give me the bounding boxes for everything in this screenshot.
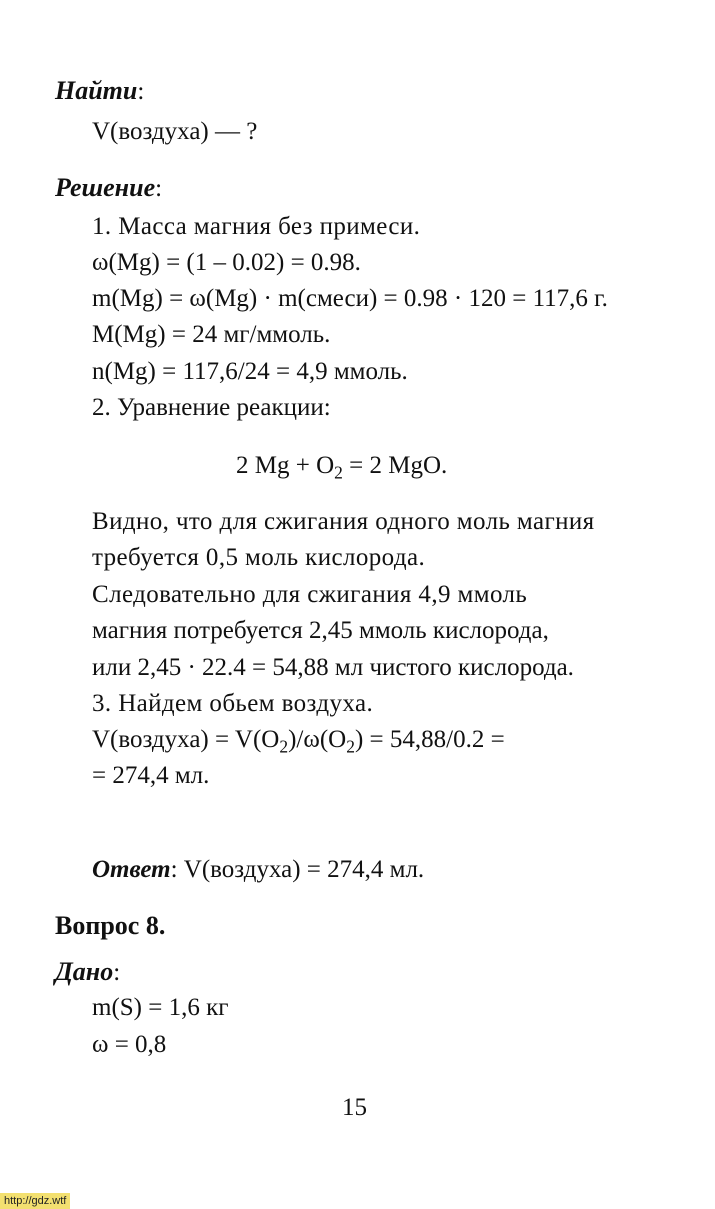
given-heading-colon: : [113, 959, 121, 986]
solution-line: ω(Mg) = (1 – 0.02) = 0.98. [92, 249, 361, 276]
volume-result: = 274,4 мл. [92, 762, 210, 789]
find-heading-colon: : [137, 78, 145, 105]
equation-subscript: 2 [334, 462, 343, 483]
paragraph-line: требуется 0,5 моль кислорода. [92, 544, 426, 571]
answer-line [92, 855, 424, 885]
solution-line: 1. Масса магния без примеси. [92, 213, 421, 240]
volume-sub-2: 2 [346, 736, 355, 757]
watermark-link[interactable]: http://gdz.wtf [0, 1193, 70, 1209]
given-heading [55, 957, 120, 988]
equation-right: = 2 MgO. [342, 452, 448, 479]
given-line: m(S) = 1,6 кг [92, 994, 229, 1021]
solution-line: m(Mg) = ω(Mg) · m(смеси) = 0.98 · 120 = 117,6 г. [92, 285, 608, 312]
solution-line: n(Mg) = 117,6/24 = 4,9 ммоль. [92, 358, 408, 385]
find-heading [55, 76, 144, 107]
volume-sub-1: 2 [279, 736, 289, 757]
reaction-equation [236, 451, 447, 481]
find-line: V(воздуха) — ? [92, 118, 258, 145]
solution-heading-colon: : [155, 175, 163, 202]
paragraph-line: Следовательно для сжигания 4,9 ммоль [92, 581, 528, 608]
paragraph-line: магния потребуется 2,45 ммоль кислорода, [92, 617, 549, 644]
answer-text: V(воздуха) = 274,4 мл. [177, 856, 425, 883]
solution-line: M(Mg) = 24 мг/ммоль. [92, 321, 331, 348]
solution-heading-label: Решение [55, 173, 156, 202]
answer-colon: : [170, 856, 178, 883]
volume-part-b: )/ω(O [288, 726, 347, 753]
paragraph-line: Видно, что для сжигания одного моль магния [92, 508, 595, 535]
volume-part-c: ) = 54,88/0.2 = [354, 726, 505, 753]
find-heading-label: Найти [55, 76, 138, 105]
given-line: ω = 0,8 [92, 1031, 167, 1058]
page-number: 15 [342, 1094, 367, 1121]
equation-left: 2 Mg + O [236, 452, 335, 479]
solution-heading [55, 173, 162, 204]
question-title: Вопрос 8. [55, 911, 166, 940]
paragraph-line: или 2,45 · 22.4 = 54,88 мл чистого кислорода. [92, 654, 574, 681]
paragraph-line: 3. Найдем обьем воздуха. [92, 690, 374, 717]
answer-label: Ответ [92, 856, 171, 883]
given-heading-label: Дано [55, 957, 114, 986]
solution-line: 2. Уравнение реакции: [92, 394, 331, 421]
volume-part-a: V(воздуха) = V(O [92, 726, 280, 753]
volume-formula [92, 725, 505, 755]
